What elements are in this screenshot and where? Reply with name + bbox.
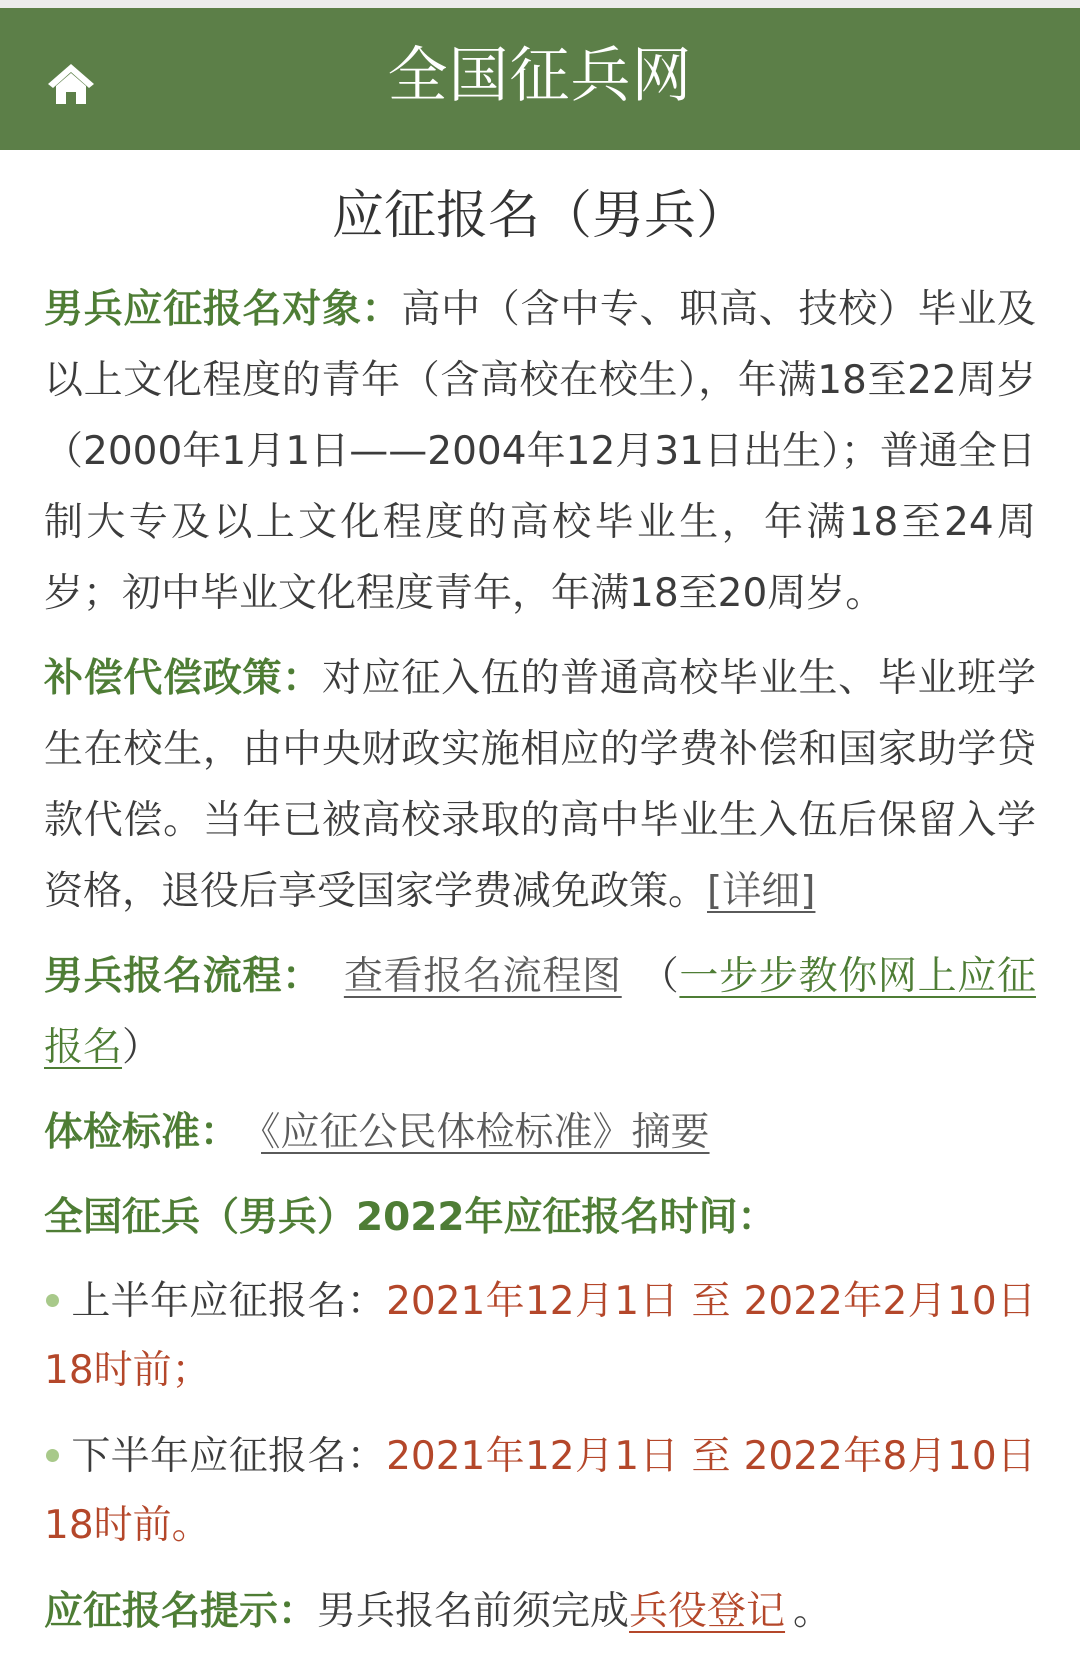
physical-standard-link[interactable]: 《应征公民体检标准》摘要: [261, 1110, 710, 1155]
compensation-text: 对应征入伍的普通高校毕业生、毕业班学生在校生，由中央财政实施相应的学费补偿和国家助学贷款代偿。当年已被高校录取的高中毕业生入伍后保留入学资格，退役后享受国家学费减免政策。: [44, 656, 1036, 914]
eligibility-text: 高中（含中专、职高、技校）毕业及以上文化程度的青年（含高校在校生），年满18至22周岁（2000年1月1日——2004年12月31日出生）；普通全日制大专及以上文化程度的高校毕业生，年满18至24周岁；初中毕业文化程度青年，年满18至20周岁。: [44, 287, 1036, 616]
schedule-item: [44, 1422, 1036, 1560]
eligibility-label: 男兵应征报名对象：: [44, 287, 402, 332]
top-strip: [0, 0, 1080, 8]
open-paren: （: [639, 954, 680, 999]
schedule-item-value: 2021年12月1日 至 2022年2月10日18时前；: [44, 1279, 1036, 1393]
tip-section: [44, 1576, 1036, 1647]
schedule-item-label: 下半年应征报名：: [71, 1434, 387, 1479]
eligibility-section: [44, 274, 1036, 629]
schedule-item: [44, 1267, 1036, 1405]
close-paren: ）: [122, 1025, 162, 1070]
site-title: 全国征兵网: [387, 41, 693, 111]
schedule-heading-section: [44, 1182, 1036, 1253]
bullet-dot-icon: [46, 1449, 59, 1462]
schedule-item-value: 2021年12月1日 至 2022年8月10日18时前。: [44, 1434, 1036, 1548]
details-link[interactable]: [详细]: [707, 869, 816, 914]
process-label: 男兵报名流程：: [44, 954, 322, 999]
compensation-section: [44, 643, 1036, 927]
compensation-label: 补偿代偿政策：: [44, 656, 322, 701]
physical-standard-label: 体检标准：: [44, 1110, 240, 1155]
schedule-heading: 全国征兵（男兵）2022年应征报名时间：: [44, 1195, 777, 1240]
tip-label: 应征报名提示：: [44, 1589, 318, 1634]
flowchart-link[interactable]: 查看报名流程图: [343, 954, 622, 999]
tip-text: 男兵报名前须完成: [317, 1589, 630, 1634]
online-guide-link[interactable]: 一步步教你网上应征报名: [44, 954, 1036, 1070]
main-content: [0, 252, 1080, 1647]
schedule-item-label: 上半年应征报名：: [71, 1279, 387, 1324]
site-header: [0, 8, 1080, 150]
bullet-dot-icon: [46, 1294, 59, 1307]
page-title: 应征报名（男兵）: [331, 186, 748, 246]
tip-end: 。: [793, 1589, 833, 1634]
process-section: [44, 941, 1036, 1083]
physical-standard-section: [44, 1097, 1036, 1168]
military-registration-link[interactable]: 兵役登记: [629, 1589, 786, 1634]
